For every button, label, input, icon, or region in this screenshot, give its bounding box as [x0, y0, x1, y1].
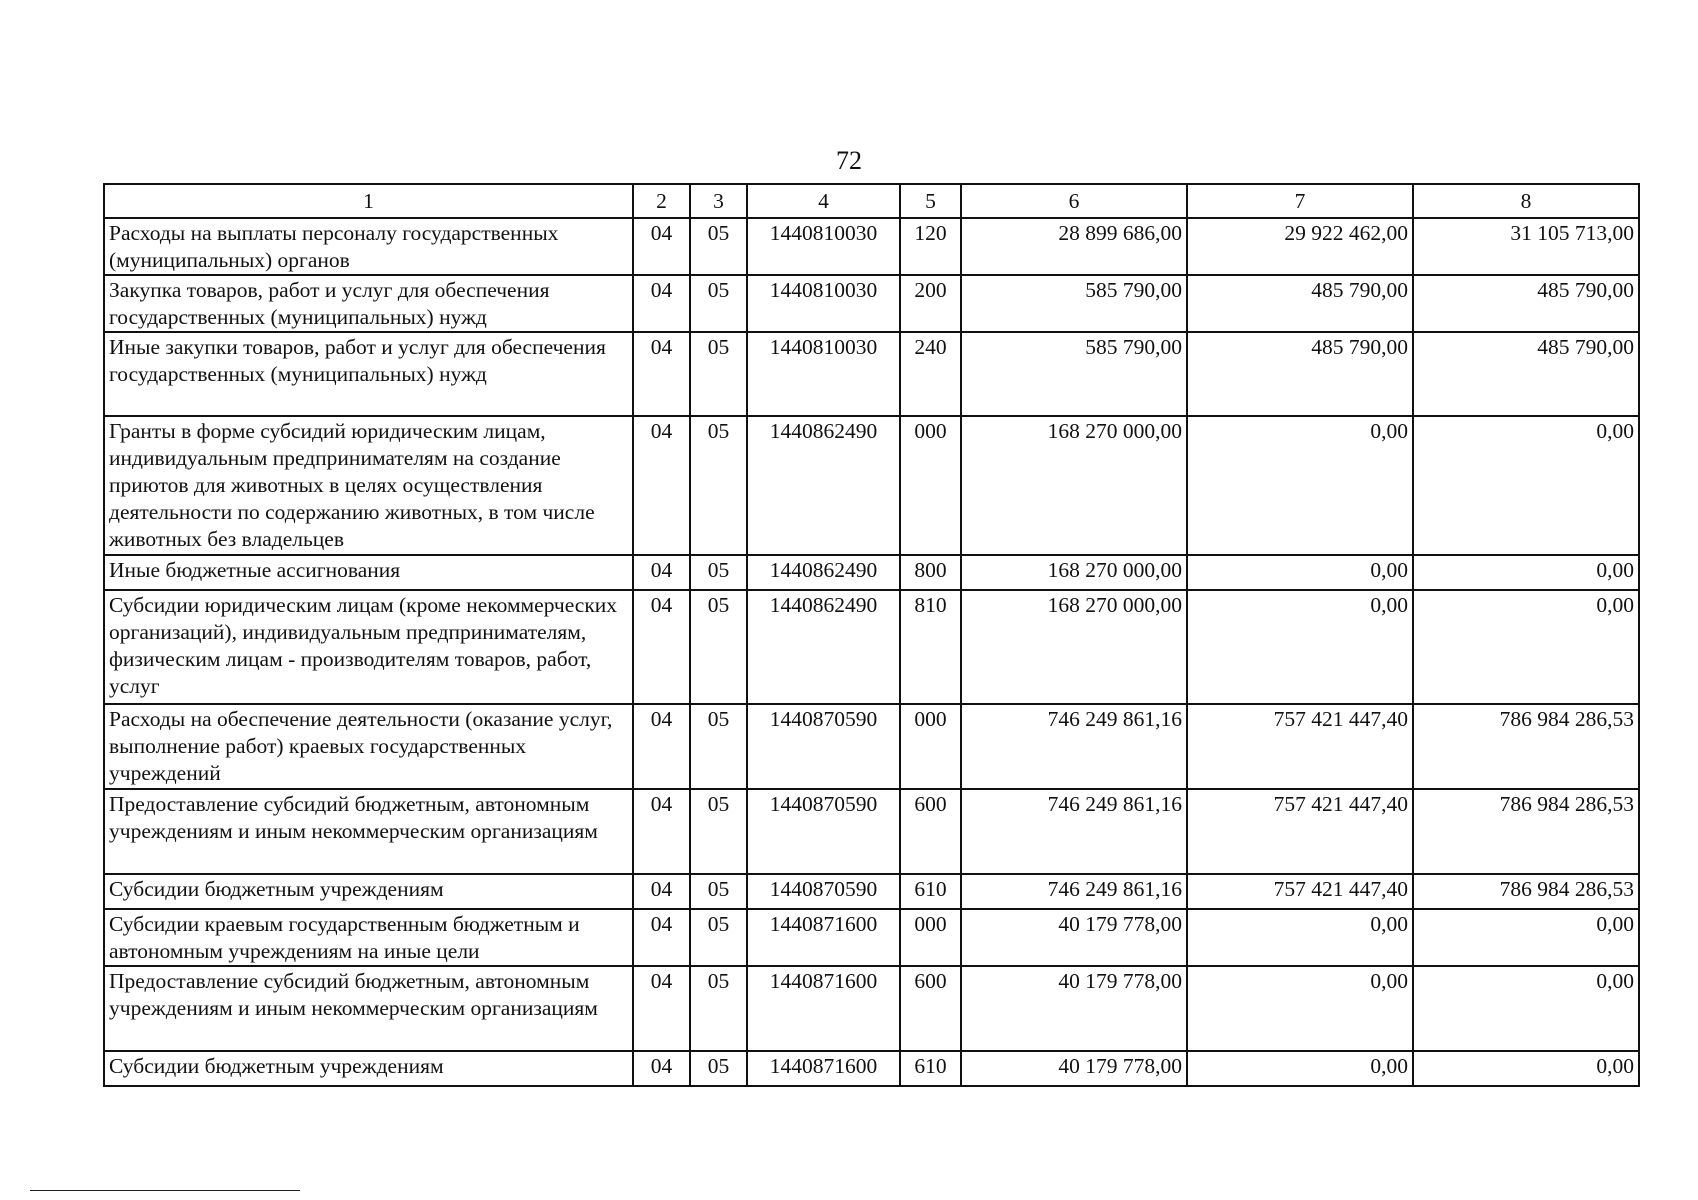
row-expense-type: 000 [900, 909, 961, 966]
row-subsection: 05 [690, 1051, 747, 1086]
row-expense-type: 800 [900, 555, 961, 590]
row-value-2: 485 790,00 [1187, 275, 1413, 332]
row-name: Гранты в форме субсидий юридическим лицам, индивидуальным предпринимателям на создание приютов для животных в целях осуществления деятельности по содержанию животных, в том числе животных без владельцев [104, 416, 633, 555]
table-row [104, 909, 1639, 966]
row-section: 04 [633, 555, 690, 590]
table-row [104, 1051, 1639, 1086]
row-section: 04 [633, 704, 690, 789]
header-cell: 7 [1187, 184, 1413, 218]
row-value-3: 0,00 [1413, 555, 1639, 590]
row-section: 04 [633, 789, 690, 874]
row-name: Иные бюджетные ассигнования [104, 555, 633, 590]
header-cell: 5 [900, 184, 961, 218]
header-cell: 8 [1413, 184, 1639, 218]
row-name: Субсидии бюджетным учреждениям [104, 874, 633, 909]
page-number: 72 [836, 146, 862, 175]
row-value-1: 585 790,00 [961, 332, 1187, 416]
row-subsection: 05 [690, 966, 747, 1051]
row-value-1: 40 179 778,00 [961, 966, 1187, 1051]
row-name: Иные закупки товаров, работ и услуг для обеспечения государственных (муниципальных) нужд [104, 332, 633, 416]
row-subsection: 05 [690, 218, 747, 275]
table-row [104, 789, 1639, 874]
row-value-2: 757 421 447,40 [1187, 874, 1413, 909]
table-row [104, 590, 1639, 704]
row-subsection: 05 [690, 789, 747, 874]
row-name: Субсидии краевым государственным бюджетным и автономным учреждениям на иные цели [104, 909, 633, 966]
row-value-2: 485 790,00 [1187, 332, 1413, 416]
row-expense-type: 610 [900, 1051, 961, 1086]
row-target-code: 1440862490 [747, 590, 900, 704]
row-target-code: 1440871600 [747, 966, 900, 1051]
row-value-2: 0,00 [1187, 966, 1413, 1051]
row-value-3: 0,00 [1413, 966, 1639, 1051]
row-value-3: 485 790,00 [1413, 275, 1639, 332]
row-value-1: 40 179 778,00 [961, 909, 1187, 966]
row-value-2: 0,00 [1187, 590, 1413, 704]
table-row [104, 218, 1639, 275]
row-value-1: 28 899 686,00 [961, 218, 1187, 275]
row-value-3: 786 984 286,53 [1413, 704, 1639, 789]
row-value-2: 0,00 [1187, 909, 1413, 966]
header-cell: 3 [690, 184, 747, 218]
row-target-code: 1440870590 [747, 789, 900, 874]
footnote-separator [30, 1190, 300, 1191]
row-name: Предоставление субсидий бюджетным, автономным учреждениям и иным некоммерческим организациям [104, 789, 633, 874]
budget-table [103, 183, 1640, 1087]
row-section: 04 [633, 275, 690, 332]
row-expense-type: 610 [900, 874, 961, 909]
table-row [104, 966, 1639, 1051]
row-expense-type: 200 [900, 275, 961, 332]
row-section: 04 [633, 909, 690, 966]
row-name: Расходы на обеспечение деятельности (оказание услуг, выполнение работ) краевых государственных учреждений [104, 704, 633, 789]
row-subsection: 05 [690, 590, 747, 704]
row-value-2: 0,00 [1187, 1051, 1413, 1086]
row-expense-type: 120 [900, 218, 961, 275]
row-expense-type: 810 [900, 590, 961, 704]
table-row [104, 704, 1639, 789]
row-section: 04 [633, 1051, 690, 1086]
row-section: 04 [633, 874, 690, 909]
row-name: Предоставление субсидий бюджетным, автономным учреждениям и иным некоммерческим организациям [104, 966, 633, 1051]
table-row [104, 275, 1639, 332]
row-target-code: 1440862490 [747, 555, 900, 590]
row-section: 04 [633, 416, 690, 555]
row-expense-type: 600 [900, 789, 961, 874]
row-section: 04 [633, 590, 690, 704]
row-value-3: 786 984 286,53 [1413, 874, 1639, 909]
row-value-1: 168 270 000,00 [961, 416, 1187, 555]
row-value-1: 746 249 861,16 [961, 704, 1187, 789]
row-subsection: 05 [690, 275, 747, 332]
table-row [104, 874, 1639, 909]
row-value-1: 585 790,00 [961, 275, 1187, 332]
row-subsection: 05 [690, 416, 747, 555]
row-value-3: 485 790,00 [1413, 332, 1639, 416]
row-expense-type: 600 [900, 966, 961, 1051]
row-value-3: 0,00 [1413, 416, 1639, 555]
row-value-1: 168 270 000,00 [961, 555, 1187, 590]
row-value-2: 757 421 447,40 [1187, 789, 1413, 874]
table-row [104, 555, 1639, 590]
table-row [104, 416, 1639, 555]
row-value-1: 40 179 778,00 [961, 1051, 1187, 1086]
row-value-3: 786 984 286,53 [1413, 789, 1639, 874]
row-value-3: 31 105 713,00 [1413, 218, 1639, 275]
row-name: Закупка товаров, работ и услуг для обеспечения государственных (муниципальных) нужд [104, 275, 633, 332]
row-value-3: 0,00 [1413, 1051, 1639, 1086]
row-value-2: 0,00 [1187, 555, 1413, 590]
row-name: Субсидии бюджетным учреждениям [104, 1051, 633, 1086]
row-value-2: 29 922 462,00 [1187, 218, 1413, 275]
row-value-1: 746 249 861,16 [961, 874, 1187, 909]
row-expense-type: 240 [900, 332, 961, 416]
row-value-2: 0,00 [1187, 416, 1413, 555]
row-name: Расходы на выплаты персоналу государственных (муниципальных) органов [104, 218, 633, 275]
row-subsection: 05 [690, 555, 747, 590]
header-cell: 1 [104, 184, 633, 218]
row-target-code: 1440862490 [747, 416, 900, 555]
row-value-3: 0,00 [1413, 909, 1639, 966]
row-section: 04 [633, 218, 690, 275]
row-subsection: 05 [690, 874, 747, 909]
row-target-code: 1440810030 [747, 218, 900, 275]
row-target-code: 1440870590 [747, 874, 900, 909]
row-subsection: 05 [690, 909, 747, 966]
row-target-code: 1440871600 [747, 909, 900, 966]
row-target-code: 1440810030 [747, 332, 900, 416]
row-target-code: 1440871600 [747, 1051, 900, 1086]
row-target-code: 1440810030 [747, 275, 900, 332]
row-value-1: 168 270 000,00 [961, 590, 1187, 704]
row-value-3: 0,00 [1413, 590, 1639, 704]
table-row [104, 332, 1639, 416]
row-section: 04 [633, 966, 690, 1051]
row-expense-type: 000 [900, 416, 961, 555]
row-subsection: 05 [690, 704, 747, 789]
header-cell: 6 [961, 184, 1187, 218]
row-section: 04 [633, 332, 690, 416]
header-row [104, 184, 1639, 218]
row-value-1: 746 249 861,16 [961, 789, 1187, 874]
row-value-2: 757 421 447,40 [1187, 704, 1413, 789]
row-subsection: 05 [690, 332, 747, 416]
header-cell: 2 [633, 184, 690, 218]
row-name: Субсидии юридическим лицам (кроме некоммерческих организаций), индивидуальным предпринимателям, физическим лицам - производителям товаров, работ, услуг [104, 590, 633, 704]
row-target-code: 1440870590 [747, 704, 900, 789]
row-expense-type: 000 [900, 704, 961, 789]
header-cell: 4 [747, 184, 900, 218]
